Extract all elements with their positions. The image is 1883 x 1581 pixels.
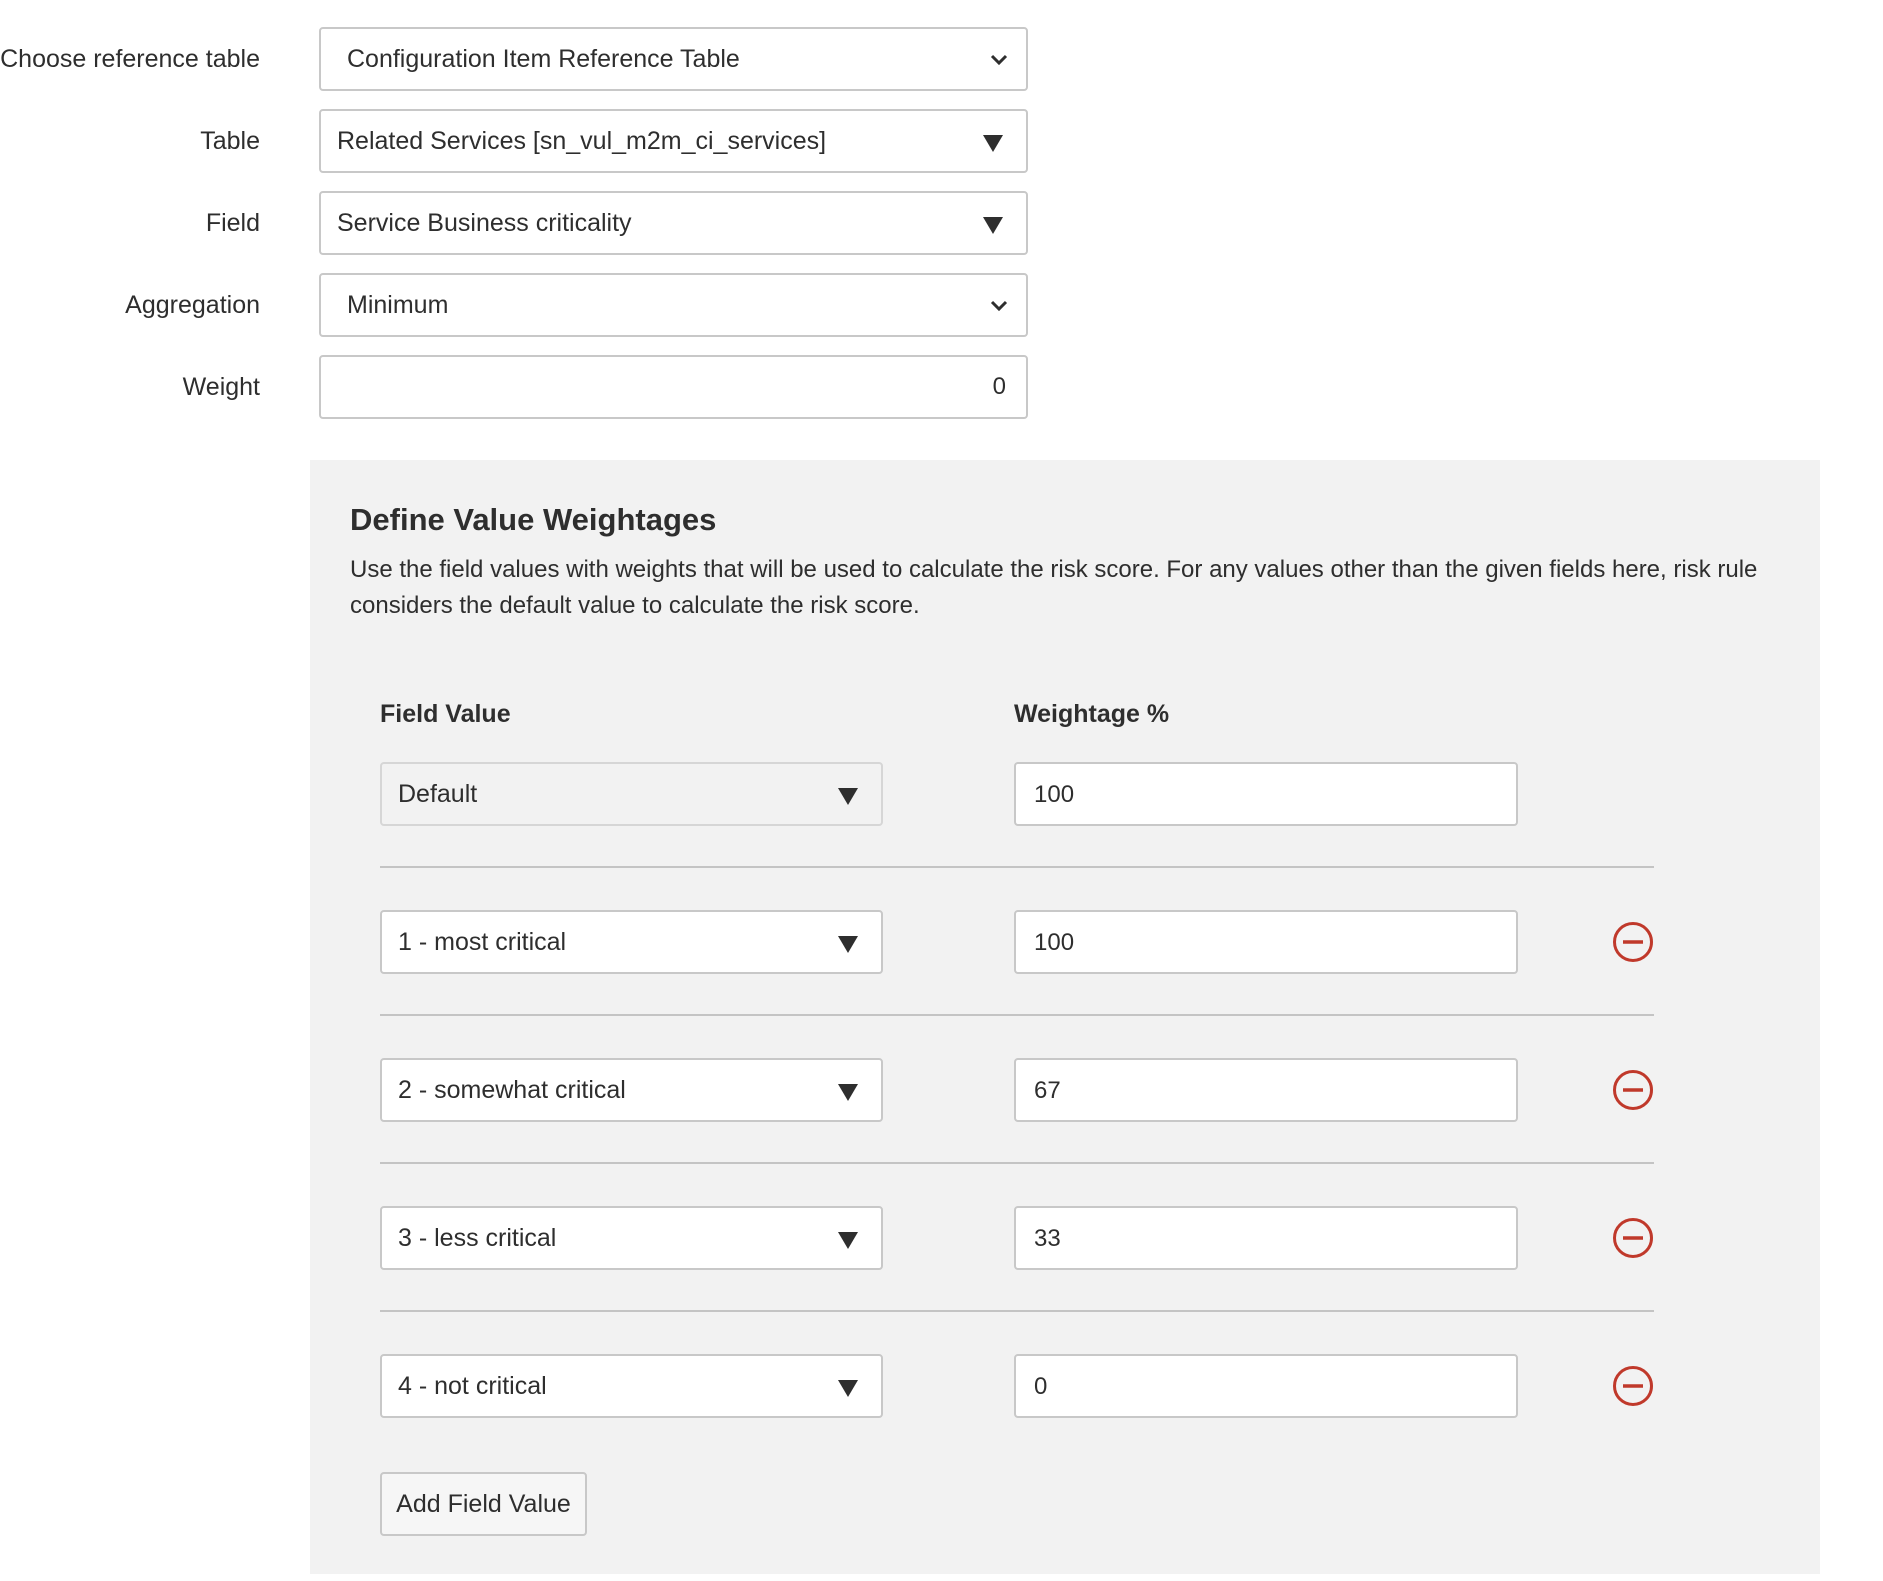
aggregation-select[interactable] [319, 273, 1028, 337]
chevron-down-icon [988, 295, 1010, 317]
weightage-row [380, 1206, 1654, 1270]
panel-title: Define Value Weightages [350, 502, 717, 537]
triangle-down-icon [982, 133, 1004, 153]
field-value-select[interactable] [380, 910, 883, 974]
value-weightages-panel [310, 460, 1820, 1574]
field-value-text: 2 - somewhat critical [398, 1076, 626, 1104]
triangle-down-icon [837, 786, 859, 806]
form-row-weight [0, 355, 1040, 419]
field-reference-select[interactable] [319, 191, 1028, 255]
triangle-down-icon [982, 215, 1004, 235]
table-label: Table [200, 127, 260, 155]
reference-table-value: Configuration Item Reference Table [347, 45, 740, 73]
weightage-row [380, 1058, 1654, 1122]
minus-circle-icon[interactable] [1612, 1365, 1654, 1407]
weightage-row [380, 910, 1654, 974]
field-value-text: 3 - less critical [398, 1224, 557, 1252]
form-row-reference-table [0, 27, 1040, 91]
field-label: Field [205, 209, 260, 237]
field-value-select[interactable] [380, 1206, 883, 1270]
weightage-input[interactable] [1014, 1354, 1518, 1418]
field-value-select[interactable] [380, 1058, 883, 1122]
reference-table-select[interactable] [319, 27, 1028, 91]
triangle-down-icon [837, 934, 859, 954]
minus-circle-icon[interactable] [1612, 1217, 1654, 1259]
weightage-row-default [380, 762, 1654, 826]
weightage-value: 100 [1034, 781, 1075, 808]
panel-description: Use the field values with weights that will be used to calculate the risk score. For any values other than the given fields here, risk rule considers the default value to calculate the risk score. [350, 556, 1758, 619]
weightage-input[interactable] [1014, 1058, 1518, 1122]
weightage-column-header: Weightage % [1014, 700, 1170, 728]
aggregation-value: Minimum [347, 291, 449, 319]
field-value-text: 4 - not critical [398, 1372, 547, 1400]
form-row-aggregation [0, 273, 1040, 337]
aggregation-label: Aggregation [125, 291, 260, 319]
weightage-input[interactable] [1014, 910, 1518, 974]
table-reference-select[interactable] [319, 109, 1028, 173]
weight-label: Weight [182, 373, 260, 401]
field-value-text: 1 - most critical [398, 928, 567, 956]
weight-input[interactable] [319, 355, 1028, 419]
triangle-down-icon [837, 1378, 859, 1398]
triangle-down-icon [837, 1230, 859, 1250]
field-value-text: Default [398, 780, 478, 808]
form-row-table [0, 109, 1040, 173]
weightage-input[interactable] [1014, 1206, 1518, 1270]
weightage-value: 33 [1034, 1225, 1061, 1252]
row-divider [380, 1162, 1654, 1164]
chevron-down-icon [988, 49, 1010, 71]
minus-circle-icon[interactable] [1612, 1069, 1654, 1111]
form-row-field [0, 191, 1040, 255]
weightage-value: 0 [1034, 1373, 1048, 1400]
field-value: Service Business criticality [337, 209, 632, 237]
row-divider [380, 866, 1654, 868]
weightage-value: 100 [1034, 929, 1075, 956]
field-value-select [380, 762, 883, 826]
row-divider [380, 1310, 1654, 1312]
weightage-row [380, 1354, 1654, 1418]
triangle-down-icon [837, 1082, 859, 1102]
field-value-select[interactable] [380, 1354, 883, 1418]
add-field-value-button[interactable]: Add Field Value [380, 1472, 587, 1536]
reference-table-label: Choose reference table [0, 45, 260, 73]
table-value: Related Services [sn_vul_m2m_ci_services] [337, 127, 827, 155]
row-divider [380, 1014, 1654, 1016]
weight-value: 0 [992, 373, 1006, 400]
weightage-input[interactable] [1014, 762, 1518, 826]
minus-circle-icon[interactable] [1612, 921, 1654, 963]
weightage-value: 67 [1034, 1077, 1061, 1104]
field-value-column-header: Field Value [380, 700, 511, 728]
